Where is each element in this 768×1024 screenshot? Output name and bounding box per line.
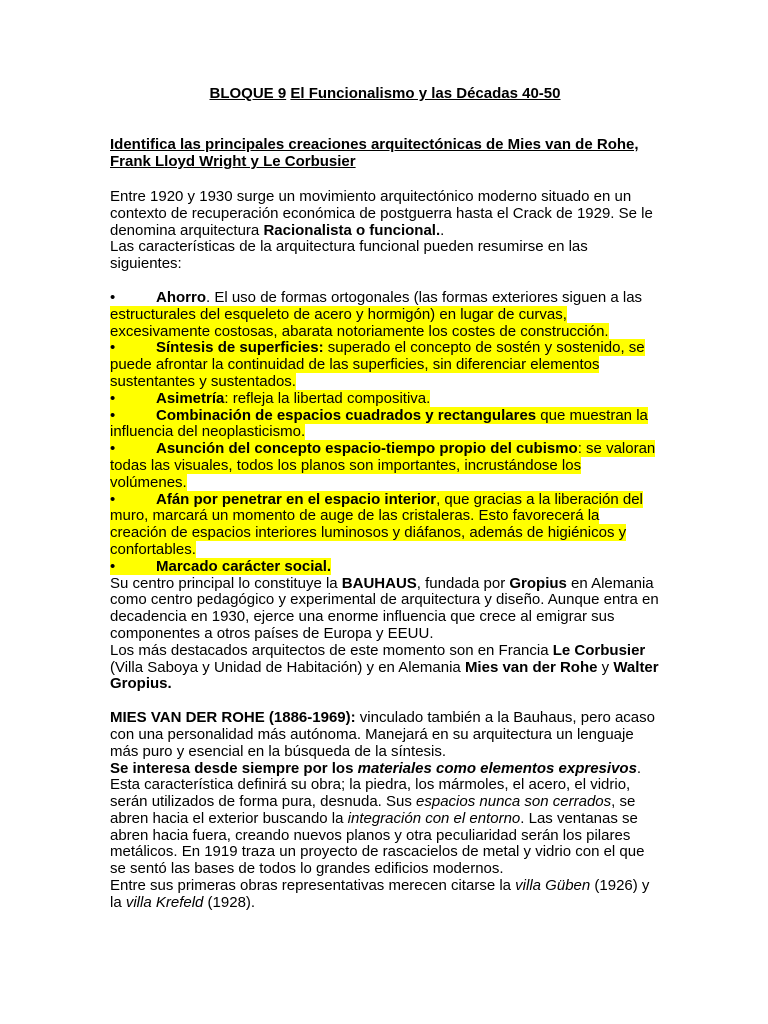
bullet-asimetria: • Asimetría: refleja la libertad compositiva. — [110, 389, 431, 407]
bullet-ahorro: • Ahorro. El uso de formas ortogonales (las formas exteriores siguen a las estructurales del esqueleto de acero y hormigón) en lugar de curvas, excesivamente costosas, abarata notoriamente los costes de construcción. — [110, 288, 643, 340]
bullet-asuncion: • Asunción del concepto espacio-tiempo propio del cubismo: se valoran todas las visuales, todos los planos son importantes, incrustándose los volúmenes. — [110, 440, 656, 491]
architects-paragraph: Los más destacados arquitectos de este momento son en Francia Le Corbusier (Villa Saboya y Unidad de Habitación) y en Alemania Mies van der Rohe y Walter Gropius. — [110, 641, 659, 693]
mies-works-paragraph: Entre sus primeras obras representativas merecen citarse la villa Güben (1926) y la villa Krefeld (1928). — [110, 877, 650, 911]
bullet-sintesis: • Síntesis de superficies: superado el concepto de sostén y sostenido, se puede afrontar la continuidad de las superficies, sin diferenciar elementos sustentantes y sustentados. — [110, 339, 645, 390]
intro-characteristics: Las características de la arquitectura funcional pueden resumirse en las siguientes: — [110, 238, 588, 273]
intro-paragraph: Entre 1920 y 1930 surge un movimiento arquitectónico moderno situado en un contexto de recuperación económica de postguerra hasta el Crack de 1929. Se le denomina arquitectura Racionalista o funcional.. — [110, 188, 653, 239]
section-heading: Identifica las principales creaciones arquitectónicas de Mies van de Rohe, Frank Lloyd Wright y Le Corbusier — [110, 136, 639, 170]
page-title — [110, 84, 660, 104]
mies-paragraph: MIES VAN DER ROHE (1886-1969): vinculado también a la Bauhaus, pero acaso con una personalidad más autónoma. Manejará en su arquitectura un lenguaje más puro y esencial en la búsqueda de la síntesis. — [110, 709, 655, 760]
bullet-afan: • Afán por penetrar en el espacio interior, que gracias a la liberación del muro, marcará un momento de auge de las cristaleras. Esto favorecerá la creación de espacios interiores luminosos y diáfanos, además de higiénicos y confortables. — [110, 490, 643, 558]
bauhaus-paragraph: Su centro principal lo constituye la BAUHAUS, fundada por Gropius en Alemania como centro pedagógico y experimental de arquitectura y diseño. Aunque entra en decadencia en 1930, ejerce una enorme influencia que crece al emigrar sus componentes a otros países de Europa y EEUU. — [110, 574, 659, 642]
bullet-combinacion: • Combinación de espacios cuadrados y rectangulares que muestran la influencia del neoplasticismo. — [110, 406, 648, 441]
title-name: El Funcionalismo y las Décadas 40-50 — [290, 85, 561, 102]
bullet-social: • Marcado carácter social. — [110, 557, 332, 575]
mies-materials-paragraph: Se interesa desde siempre por los materiales como elementos expresivos. Esta característica definirá su obra; la piedra, los mármoles, el acero, el vidrio, serán utilizados de forma pura, desnuda. Sus espacios nunca son cerrados, se abren hacia el exterior buscando la integración con el entorno. Las ventanas se abren hacia fuera, creando nuevos planos y otra peculiaridad serán los pilares metálicos. En 1919 traza un proyecto de rascacielos de metal y vidrio con el que se sentó las bases de todos lo grandes edificios modernos. — [110, 759, 645, 878]
title-bloque: BLOQUE 9 — [209, 85, 287, 102]
